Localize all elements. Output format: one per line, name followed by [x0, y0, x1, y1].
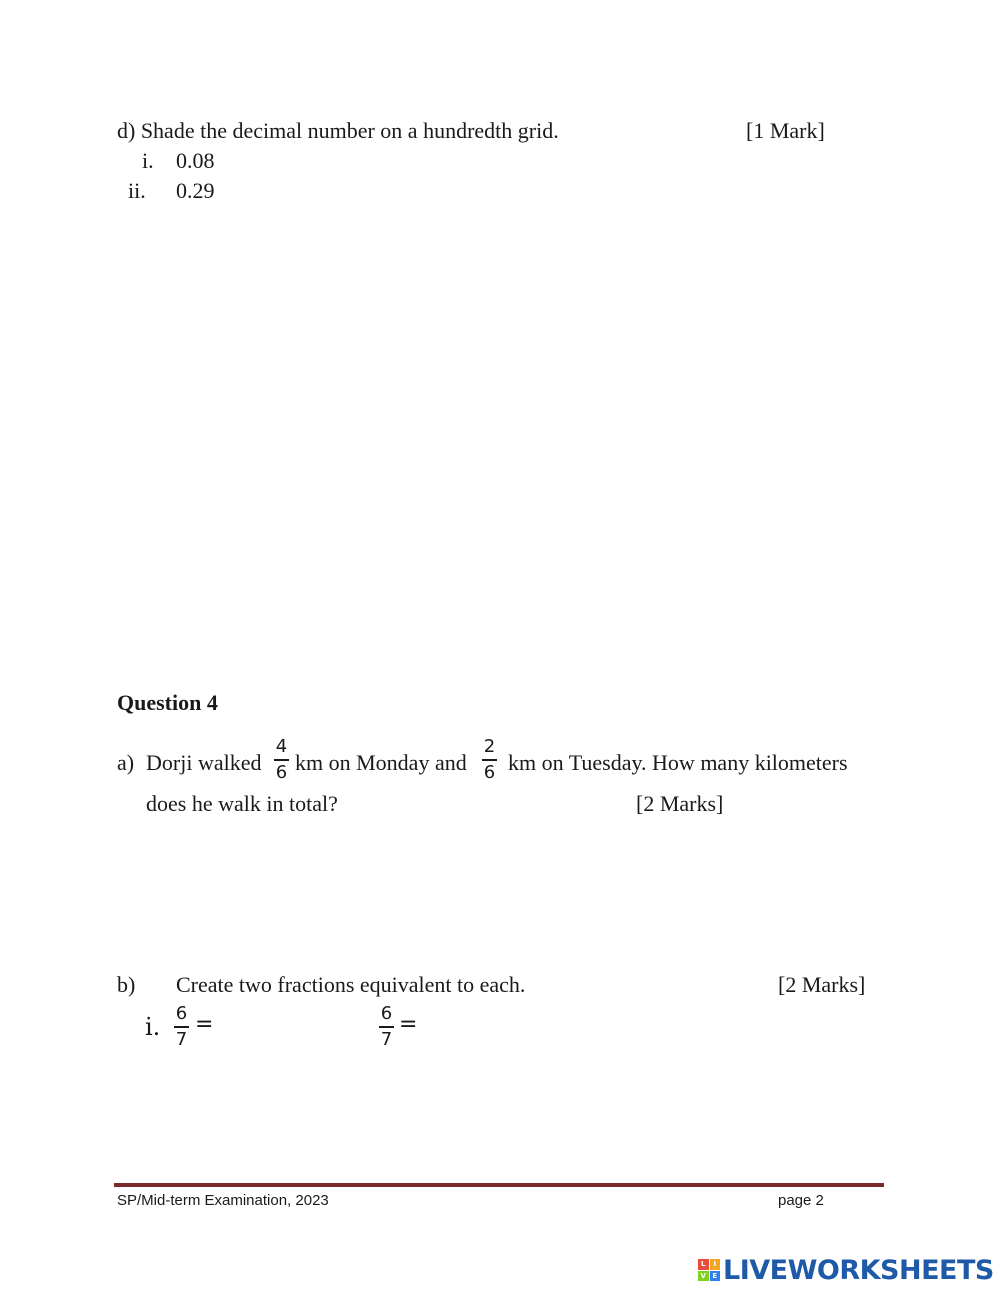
q3d-item-value: 0.29: [176, 178, 215, 203]
q4a-line-2: does he walk in total?: [146, 791, 338, 816]
q4a-marks: [2 Marks]: [636, 791, 724, 816]
q3d-item-label: i.: [142, 148, 154, 173]
q3d-marks: [1 Mark]: [746, 118, 825, 143]
fraction-denominator: 7: [175, 1028, 188, 1050]
question-4-heading: Question 4: [117, 690, 218, 715]
q3d-item-label: ii.: [128, 178, 146, 203]
liveworksheets-logo-icon: L I V E: [698, 1259, 720, 1281]
footer-page-number: page 2: [778, 1192, 824, 1209]
fraction-numerator: 2: [483, 736, 496, 757]
q4a-text-3: km on Tuesday. How many kilometers: [508, 750, 848, 775]
q4b-fraction-a: [174, 1004, 189, 1050]
fraction-numerator: 4: [275, 736, 288, 757]
q4b-label: b): [117, 972, 136, 997]
q4a-fraction-1: [274, 737, 289, 783]
q4b-item-label: i.: [145, 1013, 161, 1041]
fraction-denominator: 6: [275, 761, 288, 783]
fraction-bar: [379, 1026, 394, 1028]
q4a-label: a): [117, 750, 135, 775]
q4b-fraction-b: [379, 1004, 394, 1050]
fraction-bar: [482, 759, 497, 761]
equals-sign: =: [399, 1012, 418, 1037]
footer-rule: [114, 1183, 884, 1187]
liveworksheets-wordmark: LIVEWORKSHEETS: [723, 1254, 994, 1286]
liveworksheets-logo[interactable]: [698, 1254, 994, 1286]
q3d-prompt: d) Shade the decimal number on a hundredth grid.: [117, 118, 559, 143]
fraction-denominator: 7: [380, 1028, 393, 1050]
equals-sign: =: [195, 1012, 214, 1037]
fraction-denominator: 6: [483, 761, 496, 783]
footer-exam-title: SP/Mid-term Examination, 2023: [117, 1192, 329, 1209]
fraction-numerator: 6: [380, 1003, 393, 1024]
q4b-marks: [2 Marks]: [778, 972, 866, 997]
fraction-bar: [174, 1026, 189, 1028]
q4a-text-2: km on Monday and: [295, 750, 467, 775]
q4b-prompt: Create two fractions equivalent to each.: [176, 972, 526, 997]
q4a-fraction-2: [482, 737, 497, 783]
fraction-bar: [274, 759, 289, 761]
q4a-text-1: Dorji walked: [146, 750, 262, 775]
q3d-item-value: 0.08: [176, 148, 215, 173]
fraction-numerator: 6: [175, 1003, 188, 1024]
